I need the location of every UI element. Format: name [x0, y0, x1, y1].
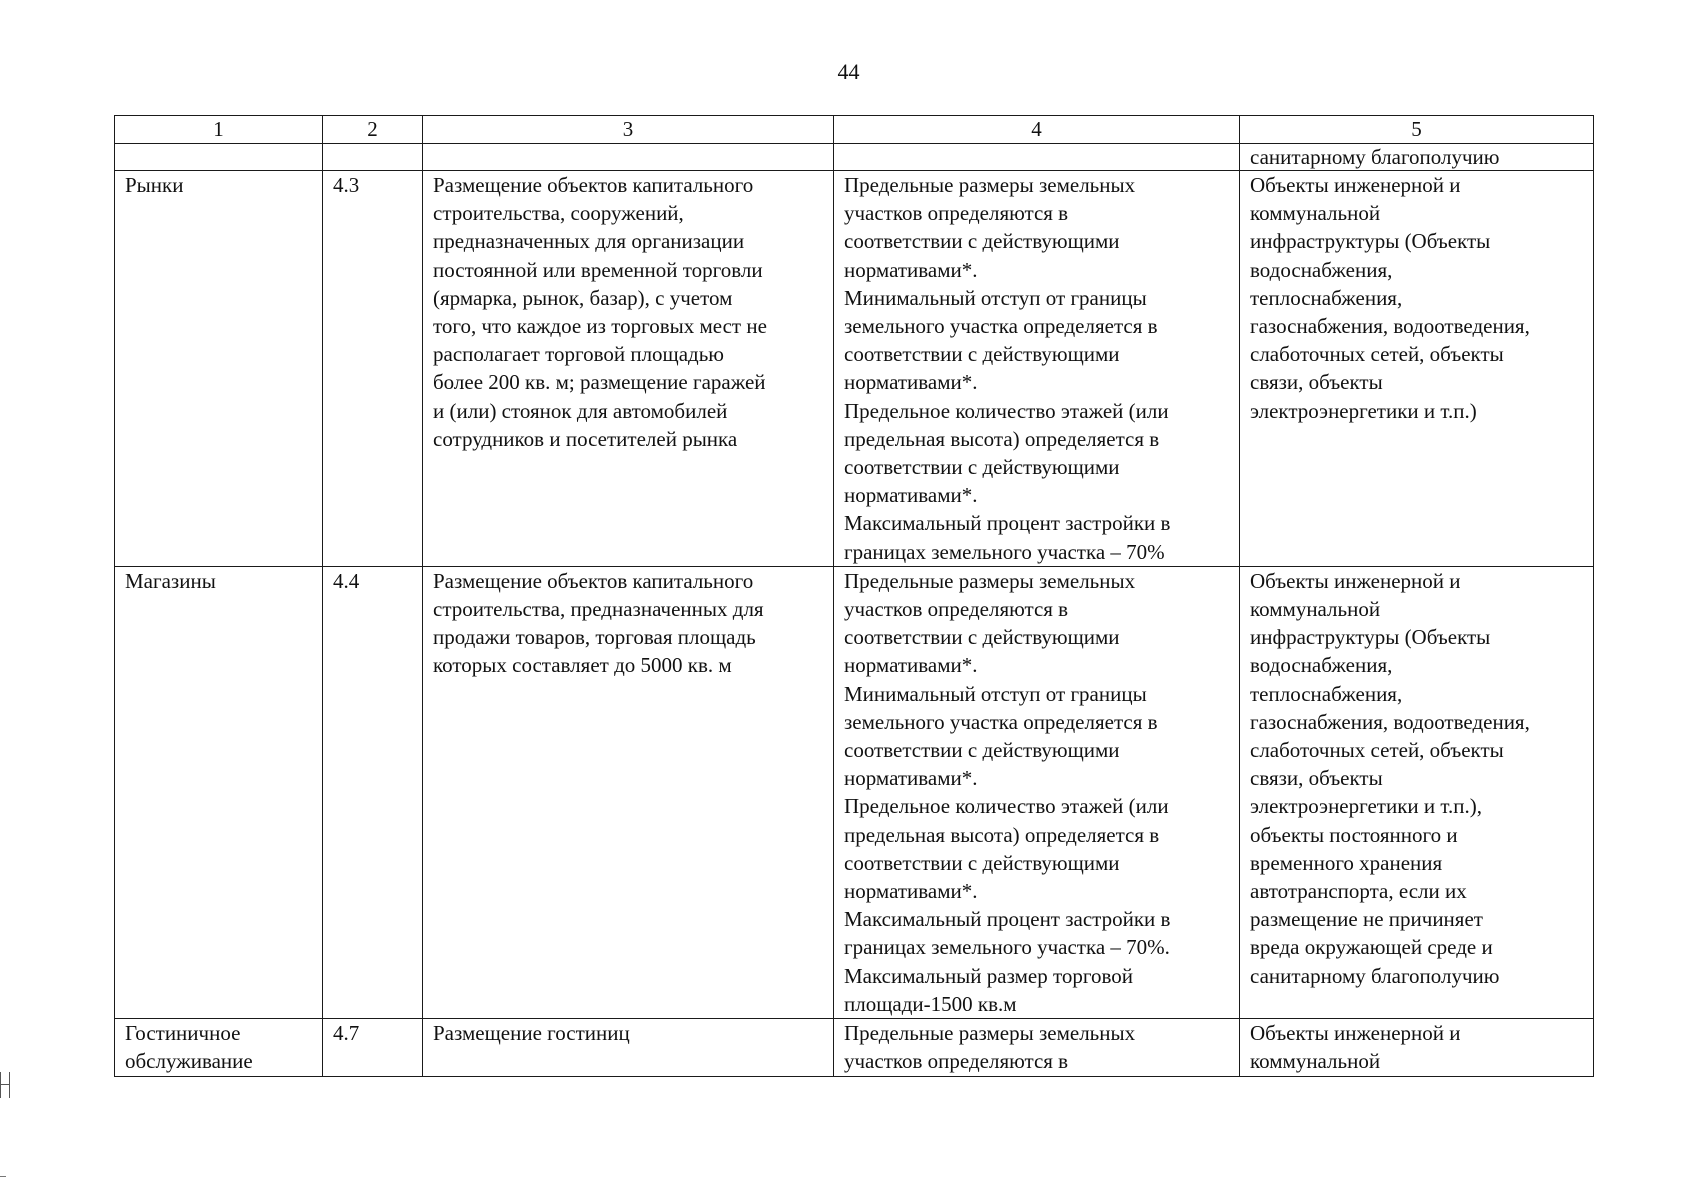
use-type-name: Магазины: [115, 566, 323, 1018]
header-cell-4: 4: [834, 116, 1240, 144]
table-header-row: [115, 116, 1594, 144]
use-type-auxiliary: Объекты инженерной и коммунальной инфраструктуры (Объекты водоснабжения, теплоснабжения, газоснабжения, водоотведения, слаботочных сетей, объекты связи, объекты электроэнергетики и т.п.): [1240, 171, 1594, 567]
header-cell-2: 2: [323, 116, 423, 144]
header-cell-1: 1: [115, 116, 323, 144]
use-type-description: Размещение объектов капитального строительства, предназначенных для продажи товаров, торговая площадь которых составляет до 5000 кв. м: [423, 566, 834, 1018]
use-type-name: Рынки: [115, 171, 323, 567]
continuation-cell-3: [423, 144, 834, 171]
header-cell-3: 3: [423, 116, 834, 144]
header-cell-5: 5: [1240, 116, 1594, 144]
continuation-cell-5: санитарному благополучию: [1240, 144, 1594, 171]
use-type-auxiliary: Объекты инженерной и коммунальной: [1240, 1019, 1594, 1076]
use-type-auxiliary: Объекты инженерной и коммунальной инфраструктуры (Объекты водоснабжения, теплоснабжения, газоснабжения, водоотведения, слаботочных сетей, объекты связи, объекты электроэнергетики и т.п.), объекты постоянного и временного хранения автотранспорта, если их размещение не причиняет вреда окружающей среде и санитарному благополучию: [1240, 566, 1594, 1018]
land-use-table: [114, 115, 1594, 1077]
use-type-parameters: Предельные размеры земельных участков определяются в: [834, 1019, 1240, 1076]
use-type-code: 4.3: [323, 171, 423, 567]
use-type-description: Размещение гостиниц: [423, 1019, 834, 1076]
scan-margin-mark: [0, 1072, 10, 1098]
use-type-code: 4.4: [323, 566, 423, 1018]
use-type-parameters: Предельные размеры земельных участков определяются в соответствии с действующими нормативами*. Минимальный отступ от границы земельного участка определяется в соответствии с действующими нормативами*. Предельное количество этажей (или предельная высота) определяется в соответствии с действующими нормативами*. Максимальный процент застройки в границах земельного участка – 70%. Максимальный размер торговой площади-1500 кв.м: [834, 566, 1240, 1018]
use-type-name: Гостиничное обслуживание: [115, 1019, 323, 1076]
continuation-row: [115, 144, 1594, 171]
continuation-cell-1: [115, 144, 323, 171]
use-type-description: Размещение объектов капитального строительства, сооружений, предназначенных для организации постоянной или временной торговли (ярмарка, рынок, базар), с учетом того, что каждое из торговых мест не располагает торговой площадью более 200 кв. м; размещение гаражей и (или) стоянок для автомобилей сотрудников и посетителей рынка: [423, 171, 834, 567]
page-number: 44: [837, 59, 860, 84]
continuation-cell-4: [834, 144, 1240, 171]
scan-margin-tick: [0, 1176, 6, 1177]
table-row-hotels: [115, 1019, 1594, 1076]
table-row-shops: [115, 566, 1594, 1018]
use-type-parameters: Предельные размеры земельных участков определяются в соответствии с действующими нормативами*. Минимальный отступ от границы земельного участка определяется в соответствии с действующими нормативами*. Предельное количество этажей (или предельная высота) определяется в соответствии с действующими нормативами*. Максимальный процент застройки в границах земельного участка – 70%: [834, 171, 1240, 567]
table-row-markets: [115, 171, 1594, 567]
continuation-cell-2: [323, 144, 423, 171]
use-type-code: 4.7: [323, 1019, 423, 1076]
